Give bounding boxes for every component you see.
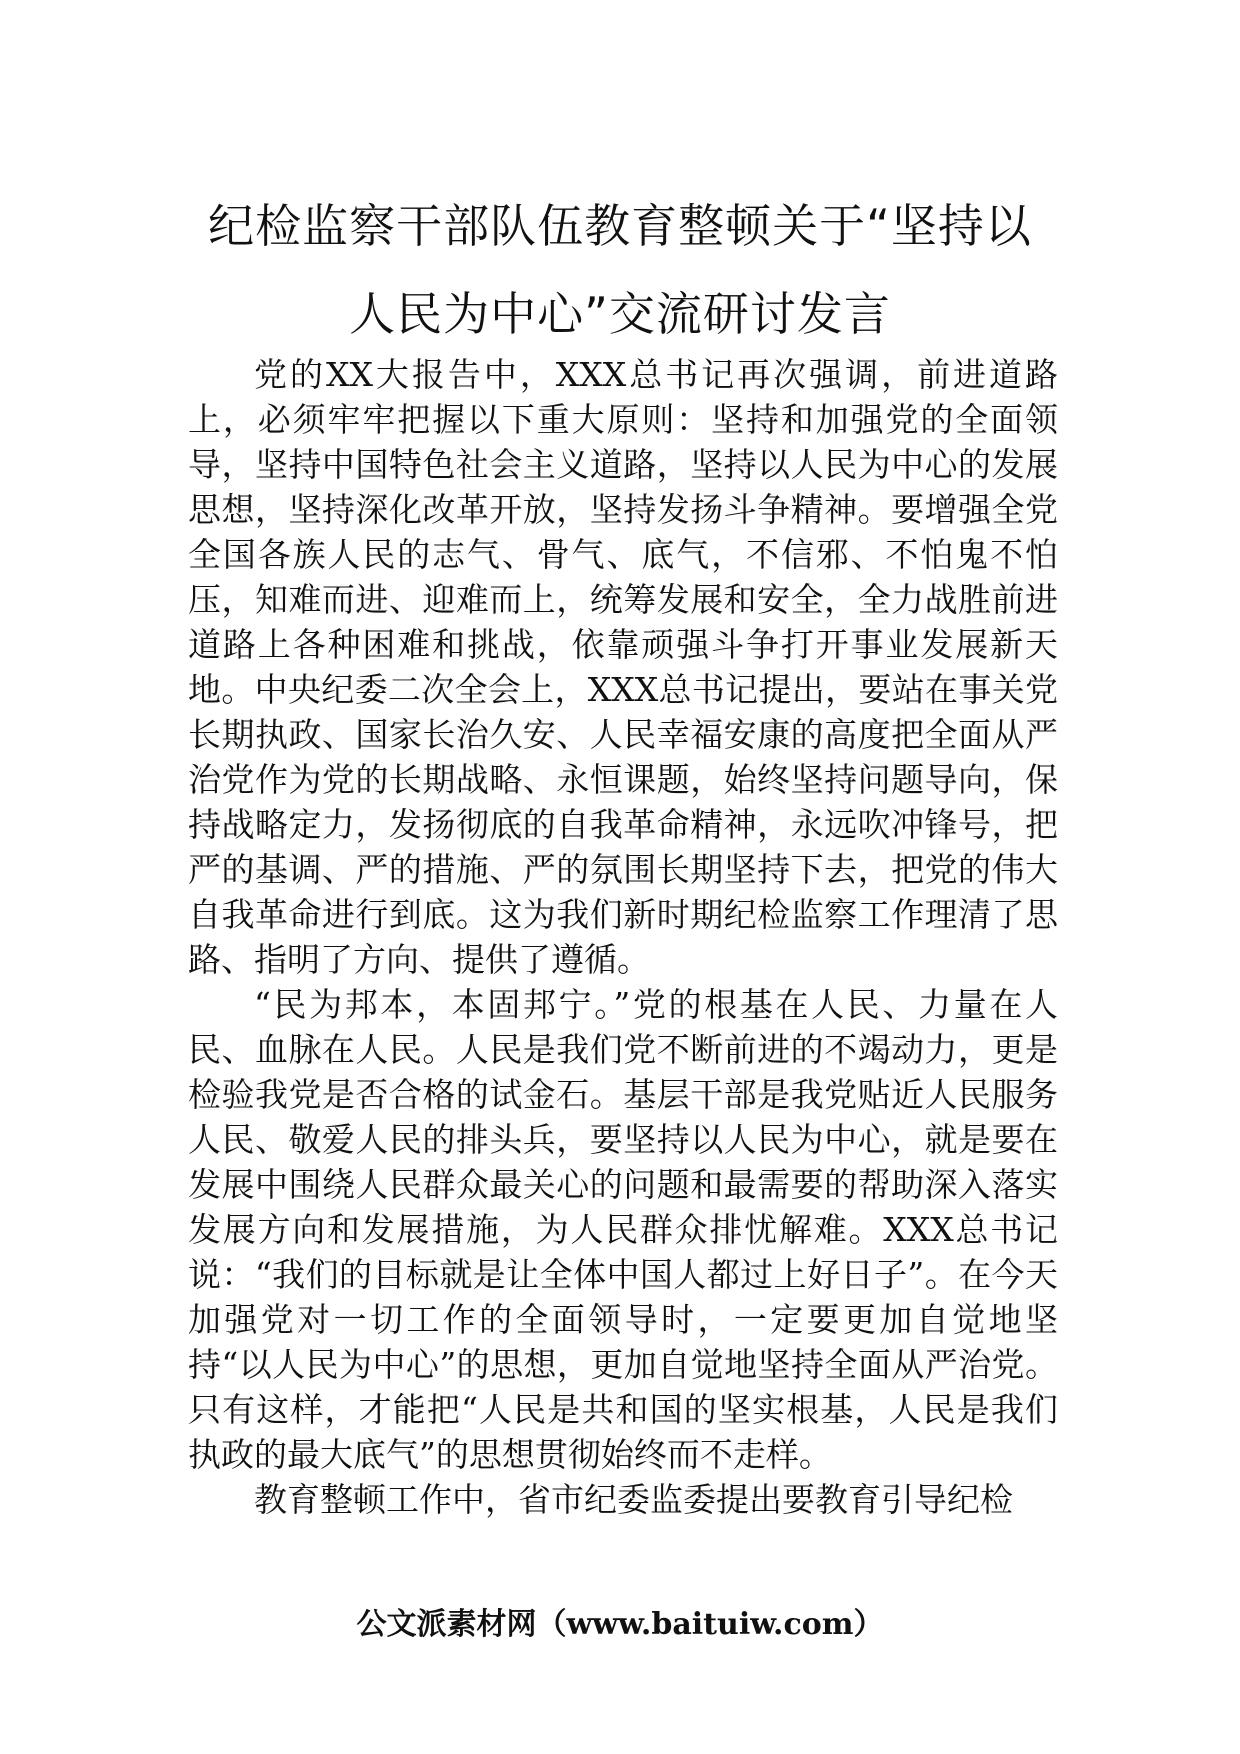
footer-watermark: 公文派素材网（www.baituiw.com） [356,1607,884,1642]
paragraph-2: “民为邦本，本固邦宁。”党的根基在人民、力量在人民、血脉在人民。人民是我们党不断前进的不竭动力，更是检验我党是否合格的试金石。基层干部是我党贴近人民服务人民、敬爱人民的排头兵，要坚持以人民为中心，就是要在发展中围绕人民群众最关心的问题和最需要的帮助深入落实发展方向和发展措施，为人民群众排忧解难。XXX总书记说：“我们的目标就是让全体中国人都过上好日子”。在今天加强党对一切工作的全面领导时，一定要更加自觉地坚持“以人民为中心”的思想，更加自觉地坚持全面从严治党。只有这样，才能把“人民是共和国的坚实根基，人民是我们执政的最大底气”的思想贯彻始终而不走样。 [188,985,1058,1474]
paragraph-1: 党的XX大报告中，XXX总书记再次强调，前进道路上，必须牢牢把握以下重大原则：坚持和加强党的全面领导，坚持中国特色社会主义道路，坚持以人民为中心的发展思想，坚持深化改革开放，坚持发扬斗争精神。要增强全党全国各族人民的志气、骨气、底气，不信邪、不怕鬼不怕压，知难而进、迎难而上，统筹发展和安全，全力战胜前进道路上各种困难和挑战，依靠顽强斗争打开事业发展新天地。中央纪委二次全会上，XXX总书记提出，要站在事关党长期执政、国家长治久安、人民幸福安康的高度把全面从严治党作为党的长期战略、永恒课题，始终坚持问题导向，保持战略定力，发扬彻底的自我革命精神，永远吹冲锋号，把严的基调、严的措施、严的氛围长期坚持下去，把党的伟大自我革命进行到底。这为我们新时期纪检监察工作理清了思路、指明了方向、提供了遵循。 [188,355,1058,979]
paragraph-3: 教育整顿工作中，省市纪委监委提出要教育引导纪检 [254,1480,1013,1519]
document-title [150,182,1090,358]
document-body [188,352,1058,1522]
title-line-2: 人民为中心”交流研讨发言 [349,287,891,341]
title-line-1: 纪检监察干部队伍教育整顿关于“坚持以 [208,199,1032,253]
